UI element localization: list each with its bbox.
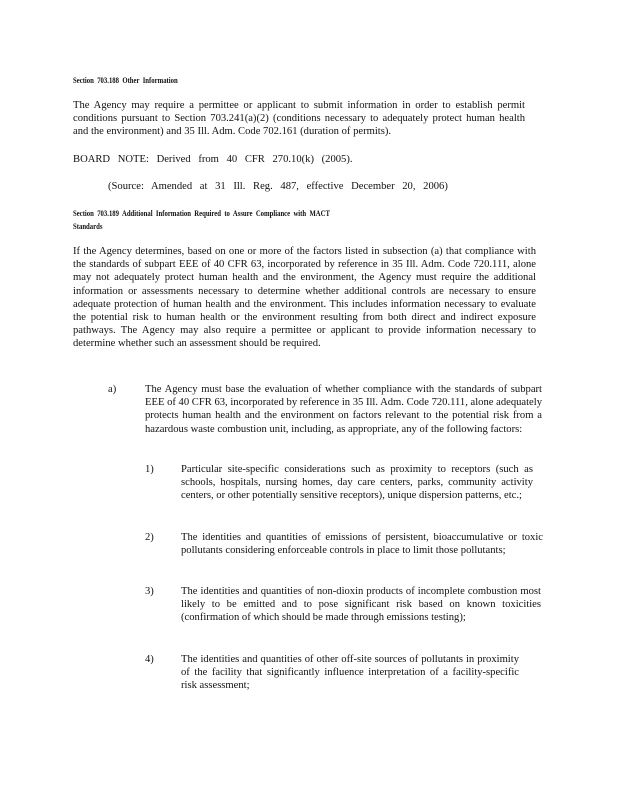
item-1-marker: 1) [145,464,154,475]
subsection-a-marker: a) [108,384,117,395]
section-703-189-heading-cont: Standards [73,222,103,231]
item-2-marker: 2) [145,532,154,543]
item-4-text: The identities and quantities of other off-site sources of pollutants in proximity of the facility that significantly influence interpretation of a facility-specific risk assessment; [181,654,519,692]
section-703-188-heading: Section 703.188 Other Information [73,76,178,85]
section-703-189-body: If the Agency determines, based on one or more of the factors listed in subsection (a) that compliance with the standards of subpart EEE of 40 CFR 63, incorporated by reference in 35 Ill. Adm. Code 720.111, alone may not adequately protect human health and the environment, the Agency must require the additional information or assessments necessary to determine whether additional controls are necessary to ensure adequate protection of human health and the environment. This includes information necessary to evaluate the potential risk to human health or the environment resulting from both direct and indirect exposure pathways. The Agency may also require a permittee or applicant to provide information necessary to determine whether such an assessment should be required. [73,246,536,350]
item-3-marker: 3) [145,586,154,597]
section-703-189-heading: Section 703.189 Additional Information Required to Assure Compliance with MACT [73,209,330,218]
section-703-188-body: The Agency may require a permittee or applicant to submit information in order to establish permit conditions pursuant to Section 703.241(a)(2) (conditions necessary to adequately protect human health and the environment) and 35 Ill. Adm. Code 702.161 (duration of permits). [73,100,525,138]
item-1-text: Particular site-specific considerations such as proximity to receptors (such as schools, hospitals, nursing homes, day care centers, parks, community activity centers, or other potentially sensitive receptors), unique dispersion patterns, etc.; [181,464,533,502]
subsection-a-text: The Agency must base the evaluation of whether compliance with the standards of subpart EEE of 40 CFR 63, incorporated by reference in 35 Ill. Adm. Code 720.111, alone adequately protects human health and the environment on factors relevant to the potential risk from a hazardous waste combustion unit, including, as appropriate, any of the following factors: [145,384,542,435]
item-2-text: The identities and quantities of emissions of persistent, bioaccumulative or toxic pollutants considering enforceable controls in place to limit those pollutants; [181,532,543,557]
item-3-text: The identities and quantities of non-dioxin products of incomplete combustion most likely to be emitted and to pose significant risk based on known toxicities (confirmation of which should be made through emissions testing); [181,586,541,624]
source-note: (Source: Amended at 31 Ill. Reg. 487, effective December 20, 2006) [108,181,448,192]
item-4-marker: 4) [145,654,154,665]
board-note: BOARD NOTE: Derived from 40 CFR 270.10(k) (2005). [73,154,353,165]
